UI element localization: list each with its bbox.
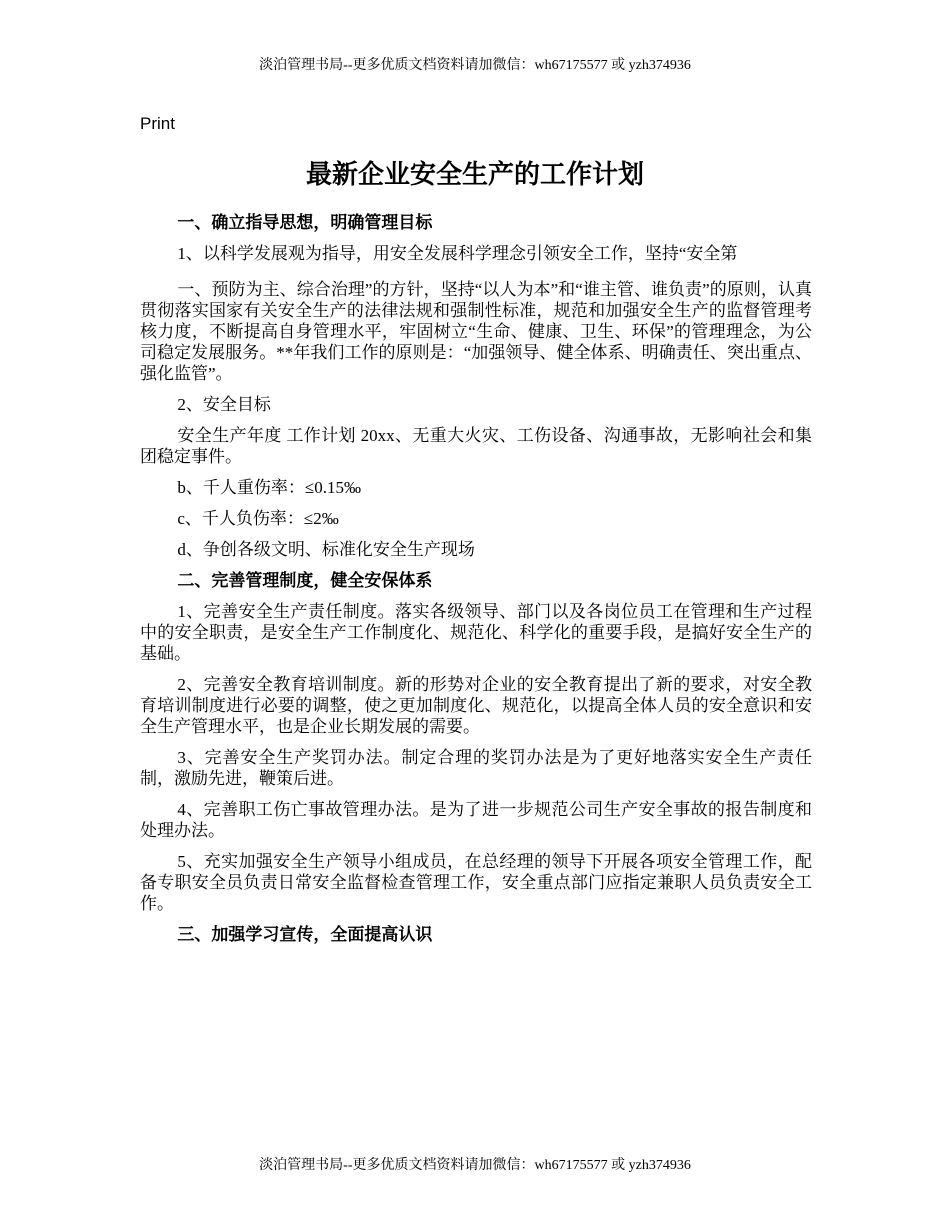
paragraph: 1、以科学发展观为指导，用安全发展科学理念引领安全工作，坚持“安全第 xyxy=(177,244,738,263)
page-footer-note: 淡泊管理书局--更多优质文档资料请加微信：wh67175577 或 yzh374936 xyxy=(259,1158,691,1173)
paragraph: b、千人重伤率：≤0.15‰ xyxy=(177,478,361,497)
paragraph: 5、充实加强安全生产领导小组成员，在总经理的领导下开展各项安全管理工作，配备专职安全员负责日常安全监督检查管理工作，安全重点部门应指定兼职人员负责安全工作。 xyxy=(140,852,812,913)
document-body xyxy=(140,212,812,955)
paragraph: 2、完善安全教育培训制度。新的形势对企业的安全教育提出了新的要求，对安全教育培训制度进行必要的调整，使之更加制度化、规范化，以提高全体人员的安全意识和安全生产管理水平，也是企业长期发展的需要。 xyxy=(140,675,812,736)
document-title: 最新企业安全生产的工作计划 xyxy=(305,160,644,189)
section-heading-2: 二、完善管理制度，健全安保体系 xyxy=(177,571,433,590)
paragraph: 4、完善职工伤亡事故管理办法。是为了进一步规范公司生产安全事故的报告制度和处理办法。 xyxy=(140,800,812,840)
paragraph: 2、安全目标 xyxy=(177,395,271,414)
paragraph: 安全生产年度 工作计划 20xx、无重大火灾、工伤设备、沟通事故，无影响社会和集团稳定事件。 xyxy=(140,426,812,466)
section-heading-1: 一、确立指导思想，明确管理目标 xyxy=(177,213,433,232)
paragraph: d、争创各级文明、标准化安全生产现场 xyxy=(177,540,475,559)
page-header-note: 淡泊管理书局--更多优质文档资料请加微信：wh67175577 或 yzh374936 xyxy=(259,58,691,73)
paragraph: 1、完善安全生产责任制度。落实各级领导、部门以及各岗位员工在管理和生产过程中的安全职责，是安全生产工作制度化、规范化、科学化的重要手段，是搞好安全生产的基础。 xyxy=(140,602,812,663)
paragraph: 一、预防为主、综合治理”的方针，坚持“以人为本”和“谁主管、谁负责”的原则，认真贯彻落实国家有关安全生产的法律法规和强制性标准，规范和加强安全生产的监督管理考核力度，不断提高自身管理水平，牢固树立“生命、健康、卫生、环保”的管理理念，为公司稳定发展服务。**年我们工作的原则是：“加强领导、健全体系、明确责任、突出重点、强化监管”。 xyxy=(140,280,812,383)
paragraph: 3、完善安全生产奖罚办法。制定合理的奖罚办法是为了更好地落实安全生产责任制，激励先进，鞭策后进。 xyxy=(140,748,812,788)
section-heading-3: 三、加强学习宣传，全面提高认识 xyxy=(177,925,433,944)
print-label: Print xyxy=(140,114,175,133)
paragraph: c、千人负伤率：≤2‰ xyxy=(177,509,339,528)
